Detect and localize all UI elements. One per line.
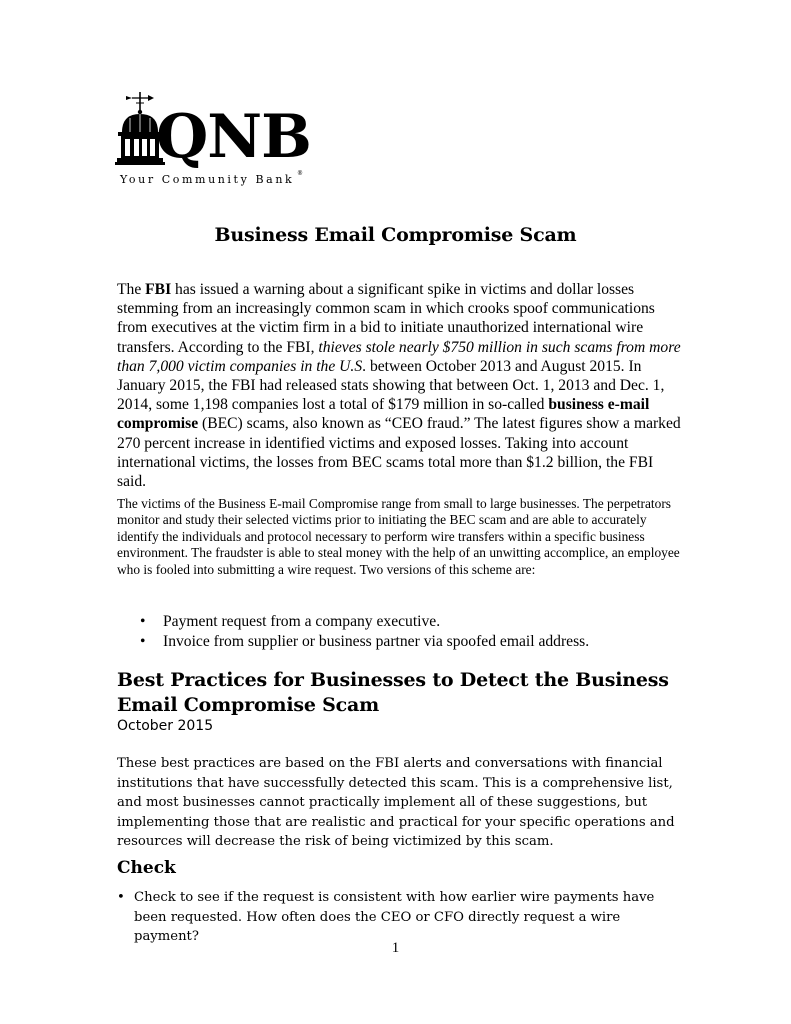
logo-wordmark: QNB — [156, 102, 311, 172]
list-item-text: Invoice from supplier or business partner via spoofed email address. — [163, 633, 590, 650]
loss-statistic-italic: thieves stole nearly $750 million in such scams from more than 7,000 victim companies in the U.S — [117, 338, 681, 375]
list-item — [117, 888, 683, 947]
best-practices-heading: Best Practices for Businesses to Detect the Business Email Compromise Scam — [117, 669, 669, 716]
intro-text-2: . between October 2013 and August 2015. In January 2015, the FBI had released stats showing that between Oct. 1, 2013 and Dec. 1, 2014, some 1,198 companies lost a total of $179 million in so-called — [117, 357, 665, 414]
check-heading: Check — [117, 858, 176, 878]
logo-tagline: Your Community Bank — [120, 173, 295, 186]
list-item-text: Payment request from a company executive. — [163, 613, 441, 630]
qnb-logo — [112, 92, 312, 192]
scheme-versions-list — [117, 612, 683, 652]
bullet-glyph: • — [117, 890, 125, 905]
page-number: 1 — [391, 940, 400, 956]
intro-text-3: (BEC) scams, also known as “CEO fraud.” The latest figures show a marked 270 percent increase in identified victims and exposed losses. Taking into account international victims, the losses from BEC scams total more than $1.2 billion, the FBI said. — [117, 415, 681, 491]
victims-paragraph: The victims of the Business E-mail Compromise range from small to large businesses. The perpetrators monitor and study their selected victims prior to initiating the BEC scam and are able to accurately identify the individuals and protocol necessary to perform wire transfers within a specific business environment. The fraudster is able to steal money with the help of an unwitting accomplice, an employee who is fooled into submitting a wire request. Two versions of this scheme are: — [117, 496, 680, 577]
intro-lead-text: The — [117, 281, 146, 298]
intro-paragraph — [117, 280, 683, 491]
fbi-bold: FBI — [145, 281, 172, 298]
registered-mark: ® — [297, 170, 303, 177]
best-practices-paragraph: These best practices are based on the FBI alerts and conversations with financial institutions that have successfully detected this scam. This is a comprehensive list, and most businesses cannot practically implement all of these suggestions, but implementing those that are realistic and practical for your specific operations and resources will decrease the risk of being victimized by this scam. — [117, 756, 675, 849]
bec-term-bold: business e-mail compromise — [117, 396, 650, 433]
bullet-glyph: • — [140, 633, 146, 650]
list-item — [117, 612, 683, 632]
intro-text-1: has issued a warning about a significant spike in victims and dollar losses stemming from an increasingly common scam in which crooks spoof communications from executives at the victim firm in a bid to initiate unauthorized international wire transfers. According to the FBI, — [117, 281, 655, 356]
publication-date: October 2015 — [117, 718, 214, 734]
bullet-glyph: • — [140, 613, 146, 630]
check-list — [117, 888, 683, 947]
list-item — [117, 632, 683, 652]
page-title: Business Email Compromise Scam — [214, 224, 577, 246]
list-item-text: Check to see if the request is consistent with how earlier wire payments have been requested. How often does the CEO or CFO directly request a wire payment? — [134, 890, 655, 944]
